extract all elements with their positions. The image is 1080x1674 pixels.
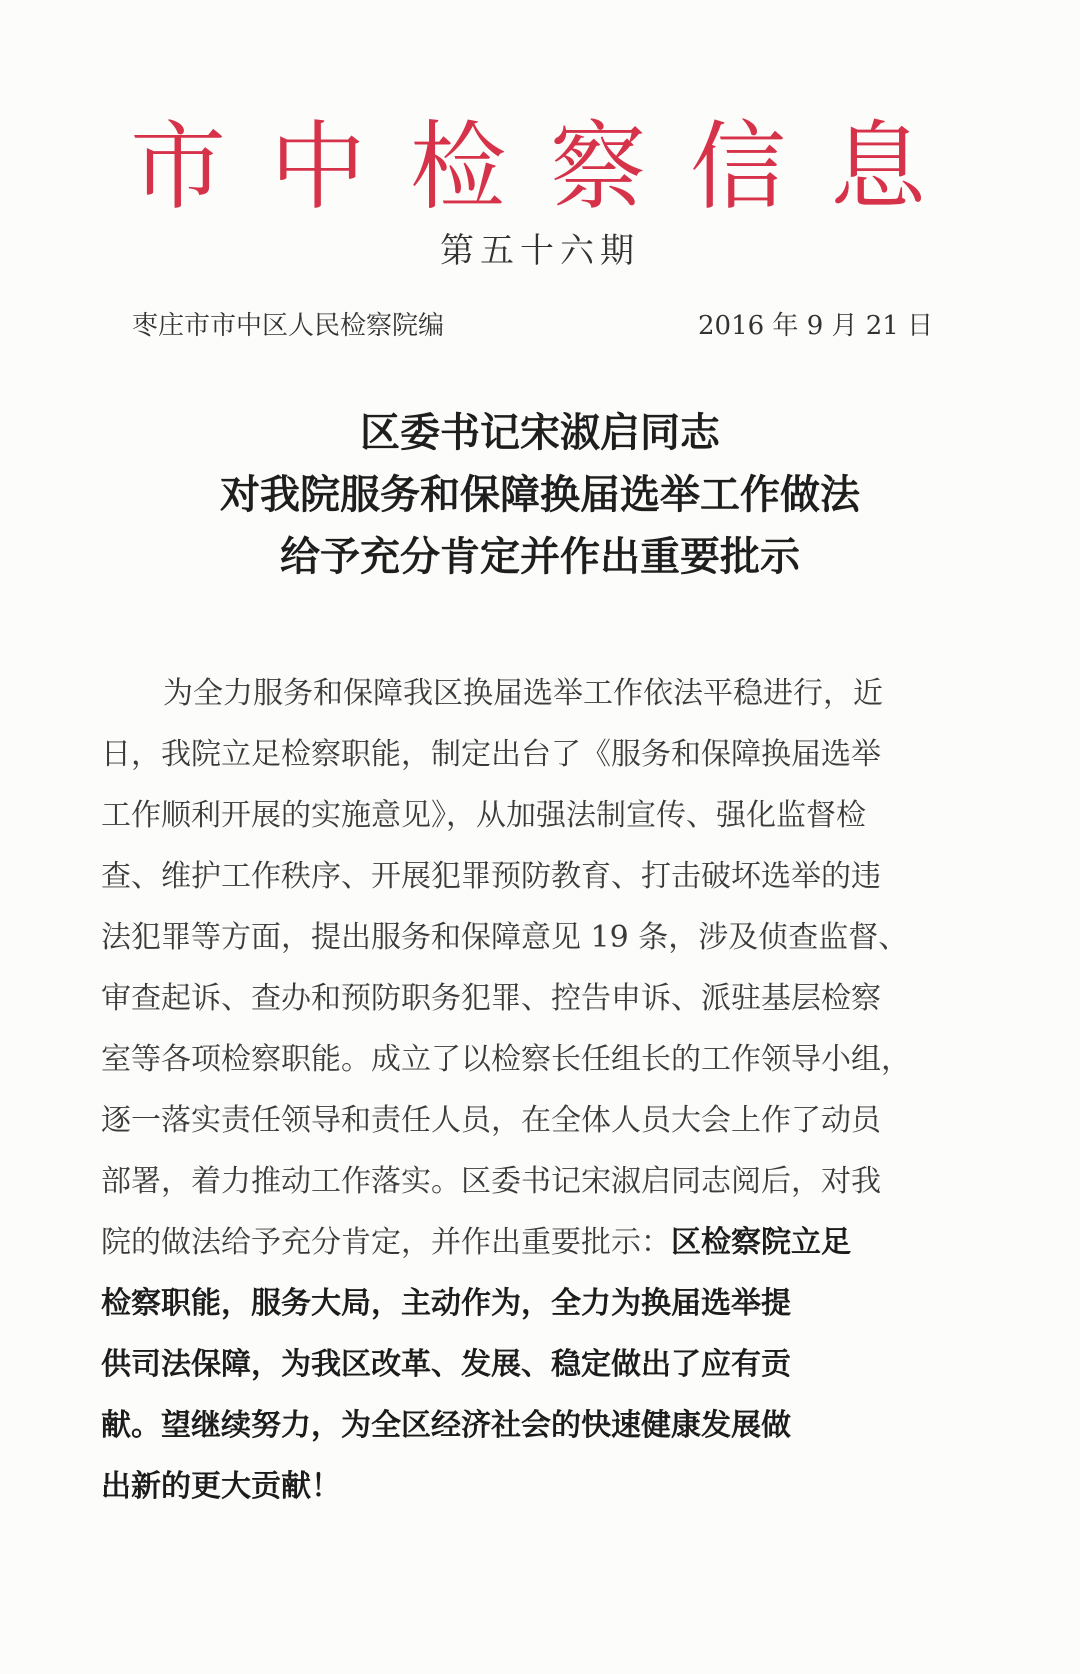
instruction-quote-line: 供司法保障，为我区改革、发展、稳定做出了应有贡	[101, 1347, 791, 1382]
body-line: 日，我院立足检察职能，制定出台了《服务和保障换届选举	[101, 737, 881, 772]
instruction-quote-start: 区检察院立足	[671, 1225, 851, 1260]
headline-line-1: 区委书记宋淑启同志	[360, 410, 720, 456]
body-line-mixed	[101, 1212, 941, 1273]
instruction-quote-line: 献。望继续努力，为全区经济社会的快速健康发展做	[101, 1408, 791, 1443]
article-headline	[0, 402, 1080, 588]
headline-line-2: 对我院服务和保障换届选举工作做法	[220, 472, 860, 518]
issue-number: 第五十六期	[440, 231, 640, 271]
body-line: 室等各项检察职能。成立了以检察长任组长的工作领导小组，	[101, 1042, 911, 1077]
body-line: 工作顺利开展的实施意见》，从加强法制宣传、强化监督检	[101, 798, 866, 833]
publish-date: 2016 年 9 月 21 日	[698, 311, 934, 341]
body-line: 审查起诉、查办和预防职务犯罪、控告申诉、派驻基层检察	[101, 981, 881, 1016]
masthead-title: 市中检察信息	[130, 111, 970, 223]
body-line: 逐一落实责任领导和责任人员，在全体人员大会上作了动员	[101, 1103, 881, 1138]
body-line: 为全力服务和保障我区换届选举工作依法平稳进行，近	[163, 676, 883, 711]
instruction-quote-line: 检察职能，服务大局，主动作为，全力为换届选举提	[101, 1286, 791, 1321]
body-line-plain-part: 院的做法给予充分肯定，并作出重要批示：	[101, 1225, 671, 1260]
instruction-quote-line: 出新的更大贡献！	[101, 1469, 341, 1504]
article-body	[101, 663, 941, 1517]
body-line: 查、维护工作秩序、开展犯罪预防教育、打击破坏选举的违	[101, 859, 881, 894]
headline-line-3: 给予充分肯定并作出重要批示	[280, 534, 800, 580]
publisher: 枣庄市市中区人民检察院编	[132, 311, 445, 341]
body-line: 法犯罪等方面，提出服务和保障意见 19 条，涉及侦查监督、	[101, 920, 909, 955]
body-line: 部署，着力推动工作落实。区委书记宋淑启同志阅后，对我	[101, 1164, 881, 1199]
